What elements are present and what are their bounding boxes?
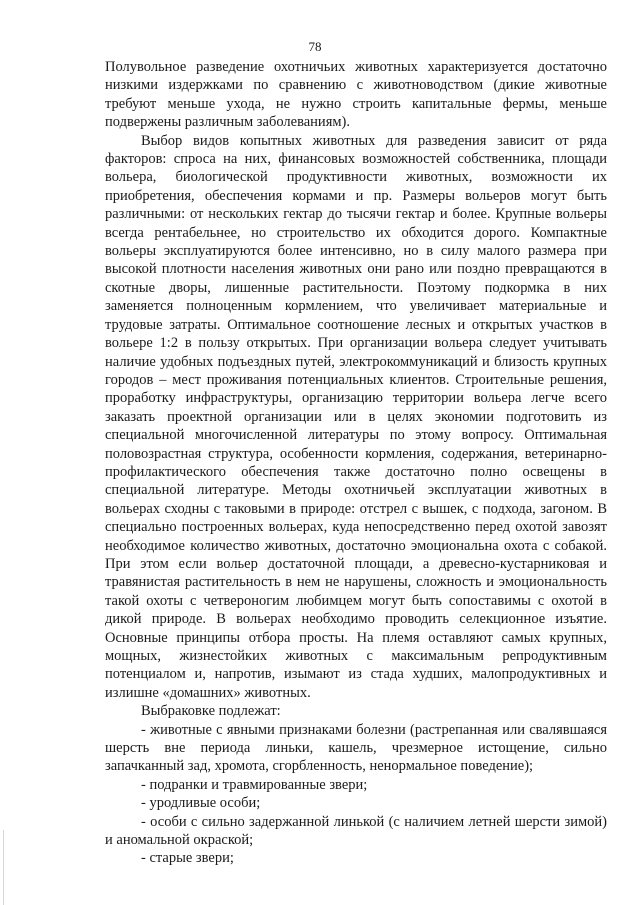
list-item: - уродливые особи;: [141, 795, 261, 812]
list-item: - старые звери;: [141, 850, 234, 867]
culling-list: [105, 721, 607, 868]
body-text: [105, 58, 607, 868]
list-item: - особи с сильно задержанной линькой (с наличием летней шерсти зимой) и аномальной окраской;: [105, 813, 607, 849]
list-item: - животные с явными признаками болезни (растрепанная или свалявшаяся шерсть вне периода линьки, кашель, чрезмерное истощение, сильно запачканный зад, хромота, сгорбленность, ненормальное поведение);: [105, 721, 607, 775]
paragraph-intro: Полувольное разведение охотничьих животных характеризуется достаточно низкими издержками по сравнению с животноводством (дикие животные требуют меньше ухода, не нужно строить капитальные фермы, меньше подвержены различным заболеваниям).: [105, 59, 607, 131]
scan-edge-line: [3, 830, 4, 905]
paragraph-culling-heading: Выбраковке подлежат:: [141, 703, 281, 720]
paragraph-species-selection: Выбор видов копытных животных для разведения зависит от ряда факторов: спроса на них, финансовых возможностей собственника, площади вольера, биологической продуктивности животных, возможности их приобретения, обеспечения кормами и пр. Размеры вольеров могут быть различными: от нескольких гектар до тысячи гектар и более. Крупные вольеры всегда рентабельнее, но строительство их обходится дорого. Компактные вольеры эксплуатируются более интенсивно, но в силу малого размера при высокой плотности населения животных они рано или поздно превращаются в скотные дворы, лишенные растительности. Поэтому подкормка в них заменяется полноценным кормлением, что увеличивает материальные и трудовые затраты. Оптимальное соотношение лесных и открытых участков в вольере 1:2 в пользу открытых. При организации вольера следует учитывать наличие удобных подъездных путей, электрокоммуникаций и близость крупных городов – мест проживания потенциальных клиентов. Строительные решения, проработку инфраструктуры, организацию территории вольера легче всего заказать проектной организации или в целях экономии подготовить из специальной многочисленной литературы по этому вопросу. Оптимальная половозрастная структура, особенности кормления, содержания, ветеринарно-профилактического обеспечения также достаточно полно освещены в специальной литературе. Методы охотничьей эксплуатации животных в вольерах сходны с таковыми в природе: отстрел с вышек, с подхода, загоном. В специально построенных вольерах, куда непосредственно перед охотой завозят необходимое количество животных, достаточно эмоциональна охота с собакой. При этом если вольер достаточной площади, а древесно-кустарниковая и травянистая растительность в нем не нарушены, сложность и эмоциональность такой охоты с четвероногим любимцем могут быть сопоставимы с охотой в дикой природе. В вольерах необходимо проводить селекционное изъятие. Основные принципы отбора просты. На племя оставляют самых крупных, мощных, жизнестойких животных с максимальным репродуктивным потенциалом и, напротив, изымают из стада худших, малопродуктивных и излишне «домашних» животных.: [105, 132, 607, 701]
page-number: 78: [308, 39, 322, 54]
list-item: - подранки и травмированные звери;: [141, 776, 368, 793]
